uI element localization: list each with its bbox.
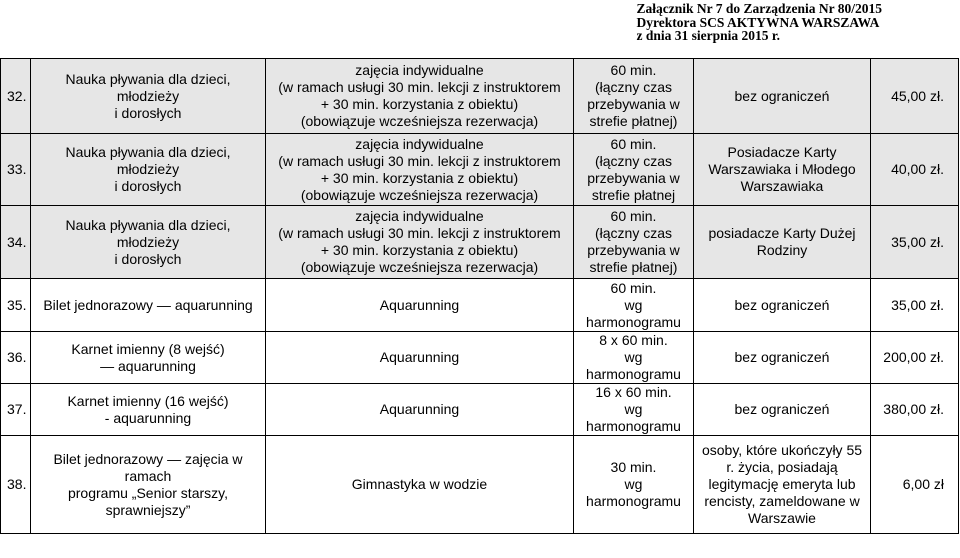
service-type (266, 384, 574, 436)
eligibility (694, 279, 871, 332)
eligibility (694, 436, 871, 534)
service-type-line: Aquarunning (379, 401, 460, 417)
duration-line: 60 min. (610, 208, 657, 224)
eligibility-line: legitymację emeryta lub (708, 476, 856, 492)
service-type-line: (obowiązuje wcześniejsza rezerwacja) (300, 113, 539, 129)
header-line-2: Dyrektora SCS AKTYWNA WARSZAWA (636, 14, 880, 30)
row-number-text: 36. (7, 349, 27, 365)
eligibility-line: Posiadacze Karty (727, 144, 837, 160)
service-name-line: programu „Senior starszy, (67, 484, 228, 501)
eligibility-line: bez ograniczeń (734, 87, 830, 104)
eligibility-line: bez ograniczeń (734, 296, 830, 313)
row-number-text: 35. (7, 296, 27, 313)
service-type-line: (w ramach usługi 30 min. lekcji z instruktorem (278, 152, 561, 169)
eligibility-line: rencisty, zameldowane w (704, 493, 860, 509)
eligibility (694, 384, 871, 436)
price (871, 134, 959, 206)
eligibility (694, 59, 871, 134)
service-name-line: sprawniejszy” (105, 501, 191, 518)
service-type-line: zajęcia indywidualne (355, 135, 484, 152)
duration-line: (łączny czas (594, 79, 673, 95)
row-number-text: 33. (7, 161, 27, 177)
service-name-line: Nauka pływania dla dzieci, młodzieży (65, 216, 231, 250)
service-name (31, 332, 266, 384)
duration-line: strefie płatnej (591, 186, 676, 203)
service-type-line: Aquarunning (379, 349, 460, 365)
service-type-line: (w ramach usługi 30 min. lekcji z instruktorem (278, 225, 561, 241)
eligibility-line: Warszawiaka i Młodego (708, 161, 856, 177)
row-number (1, 436, 31, 534)
table-row (1, 279, 959, 332)
duration (574, 279, 694, 332)
service-type-line: + 30 min. korzystania z obiektu) (320, 242, 519, 258)
duration-line: (łączny czas (594, 225, 673, 241)
duration (574, 384, 694, 436)
header-line-3: z dnia 31 sierpnia 2015 r. (636, 28, 781, 43)
row-number (1, 59, 31, 134)
eligibility-line: bez ograniczeń (734, 349, 830, 365)
price-text: 35,00 zł. (891, 233, 944, 250)
eligibility-line: Rodziny (756, 242, 808, 258)
eligibility-line: bez ograniczeń (734, 401, 830, 417)
service-type (266, 332, 574, 384)
service-type (266, 206, 574, 279)
eligibility-line: osoby, które ukończyły 55 (701, 442, 863, 458)
header-line-1: Załącznik Nr 7 do Zarządzenia Nr 80/2015 (636, 1, 882, 16)
price (871, 59, 959, 134)
duration-line: 60 min. (610, 279, 657, 296)
duration-line: wg harmonogramu (586, 476, 681, 509)
eligibility-line: Warszawiaka (740, 178, 824, 194)
service-type-line: zajęcia indywidualne (355, 62, 484, 78)
service-name-line: Nauka pływania dla dzieci, młodzieży (65, 70, 231, 104)
table-row (1, 206, 959, 279)
service-type-line: zajęcia indywidualne (355, 208, 484, 224)
eligibility-line: Warszawie (748, 510, 816, 526)
table-row (1, 59, 959, 134)
price (871, 279, 959, 332)
table-row (1, 384, 959, 436)
service-type-line: (obowiązuje wcześniejsza rezerwacja) (300, 259, 539, 275)
service-name-line: Bilet jednorazowy — aquarunning (43, 296, 253, 313)
duration-line: 16 x 60 min. (595, 384, 672, 400)
service-name-line: — aquarunning (100, 357, 196, 374)
table-row (1, 134, 959, 206)
price (871, 332, 959, 384)
price (871, 206, 959, 279)
duration-line: (łączny czas (594, 152, 673, 169)
duration-line: przebywania w (587, 96, 680, 112)
duration-line: 8 x 60 min. (599, 332, 668, 348)
service-name-line: - aquarunning (104, 409, 192, 426)
service-type (266, 436, 574, 534)
price (871, 436, 959, 534)
duration-line: 60 min. (610, 62, 657, 78)
price (871, 384, 959, 436)
row-number (1, 279, 31, 332)
duration-line: 30 min. (610, 459, 657, 475)
service-type (266, 279, 574, 332)
service-name-line: Bilet jednorazowy — zajęcia w ramach (53, 450, 243, 484)
service-type (266, 59, 574, 134)
price-text: 380,00 zł. (883, 401, 944, 417)
duration (574, 59, 694, 134)
service-name (31, 59, 266, 134)
price-text: 40,00 zł. (891, 161, 944, 177)
duration (574, 436, 694, 534)
service-name-line: Karnet imienny (8 wejść) (71, 340, 225, 357)
duration-line: przebywania w (587, 169, 680, 186)
table-row (1, 332, 959, 384)
service-type-line: (w ramach usługi 30 min. lekcji z instruktorem (278, 79, 561, 95)
eligibility-line: posiadacze Karty Dużej (708, 225, 856, 241)
duration-line: wg harmonogramu (586, 349, 681, 382)
table-row (1, 436, 959, 534)
duration-line: wg harmonogramu (586, 401, 681, 434)
row-number (1, 384, 31, 436)
eligibility (694, 134, 871, 206)
row-number (1, 134, 31, 206)
service-type-line: (obowiązuje wcześniejsza rezerwacja) (300, 186, 539, 203)
row-number (1, 332, 31, 384)
service-type-line: Aquarunning (379, 296, 460, 313)
eligibility (694, 206, 871, 279)
document-header (637, 2, 883, 43)
service-type-line: Gimnastyka w wodzie (351, 476, 488, 492)
duration-line: wg harmonogramu (586, 296, 681, 330)
service-name (31, 134, 266, 206)
price-text: 200,00 zł. (883, 349, 944, 365)
duration-line: przebywania w (587, 242, 680, 258)
service-name-line: i dorosłych (114, 250, 182, 267)
price-text: 6,00 zł (902, 476, 944, 492)
service-name-line: Nauka pływania dla dzieci, młodzieży (65, 144, 231, 177)
service-type-line: + 30 min. korzystania z obiektu) (320, 169, 519, 186)
row-number (1, 206, 31, 279)
eligibility-line: r. życia, posiadają (726, 459, 838, 475)
service-type-line: + 30 min. korzystania z obiektu) (320, 96, 519, 112)
price-text: 35,00 zł. (891, 296, 944, 313)
service-name (31, 279, 266, 332)
duration (574, 206, 694, 279)
row-number-text: 32. (7, 87, 27, 104)
row-number-text: 38. (7, 476, 27, 492)
duration (574, 332, 694, 384)
service-name-line: Karnet imienny (16 wejść) (67, 392, 229, 409)
service-name (31, 436, 266, 534)
duration (574, 134, 694, 206)
duration-line: 60 min. (610, 135, 657, 152)
service-name-line: i dorosłych (114, 178, 182, 194)
duration-line: strefie płatnej) (589, 113, 678, 129)
row-number-text: 34. (7, 233, 27, 250)
service-name (31, 384, 266, 436)
row-number-text: 37. (7, 401, 27, 417)
service-name-line: i dorosłych (114, 104, 182, 121)
service-name (31, 206, 266, 279)
price-text: 45,00 zł. (891, 87, 944, 104)
price-table (0, 58, 959, 534)
eligibility (694, 332, 871, 384)
duration-line: strefie płatnej) (589, 259, 678, 275)
service-type (266, 134, 574, 206)
